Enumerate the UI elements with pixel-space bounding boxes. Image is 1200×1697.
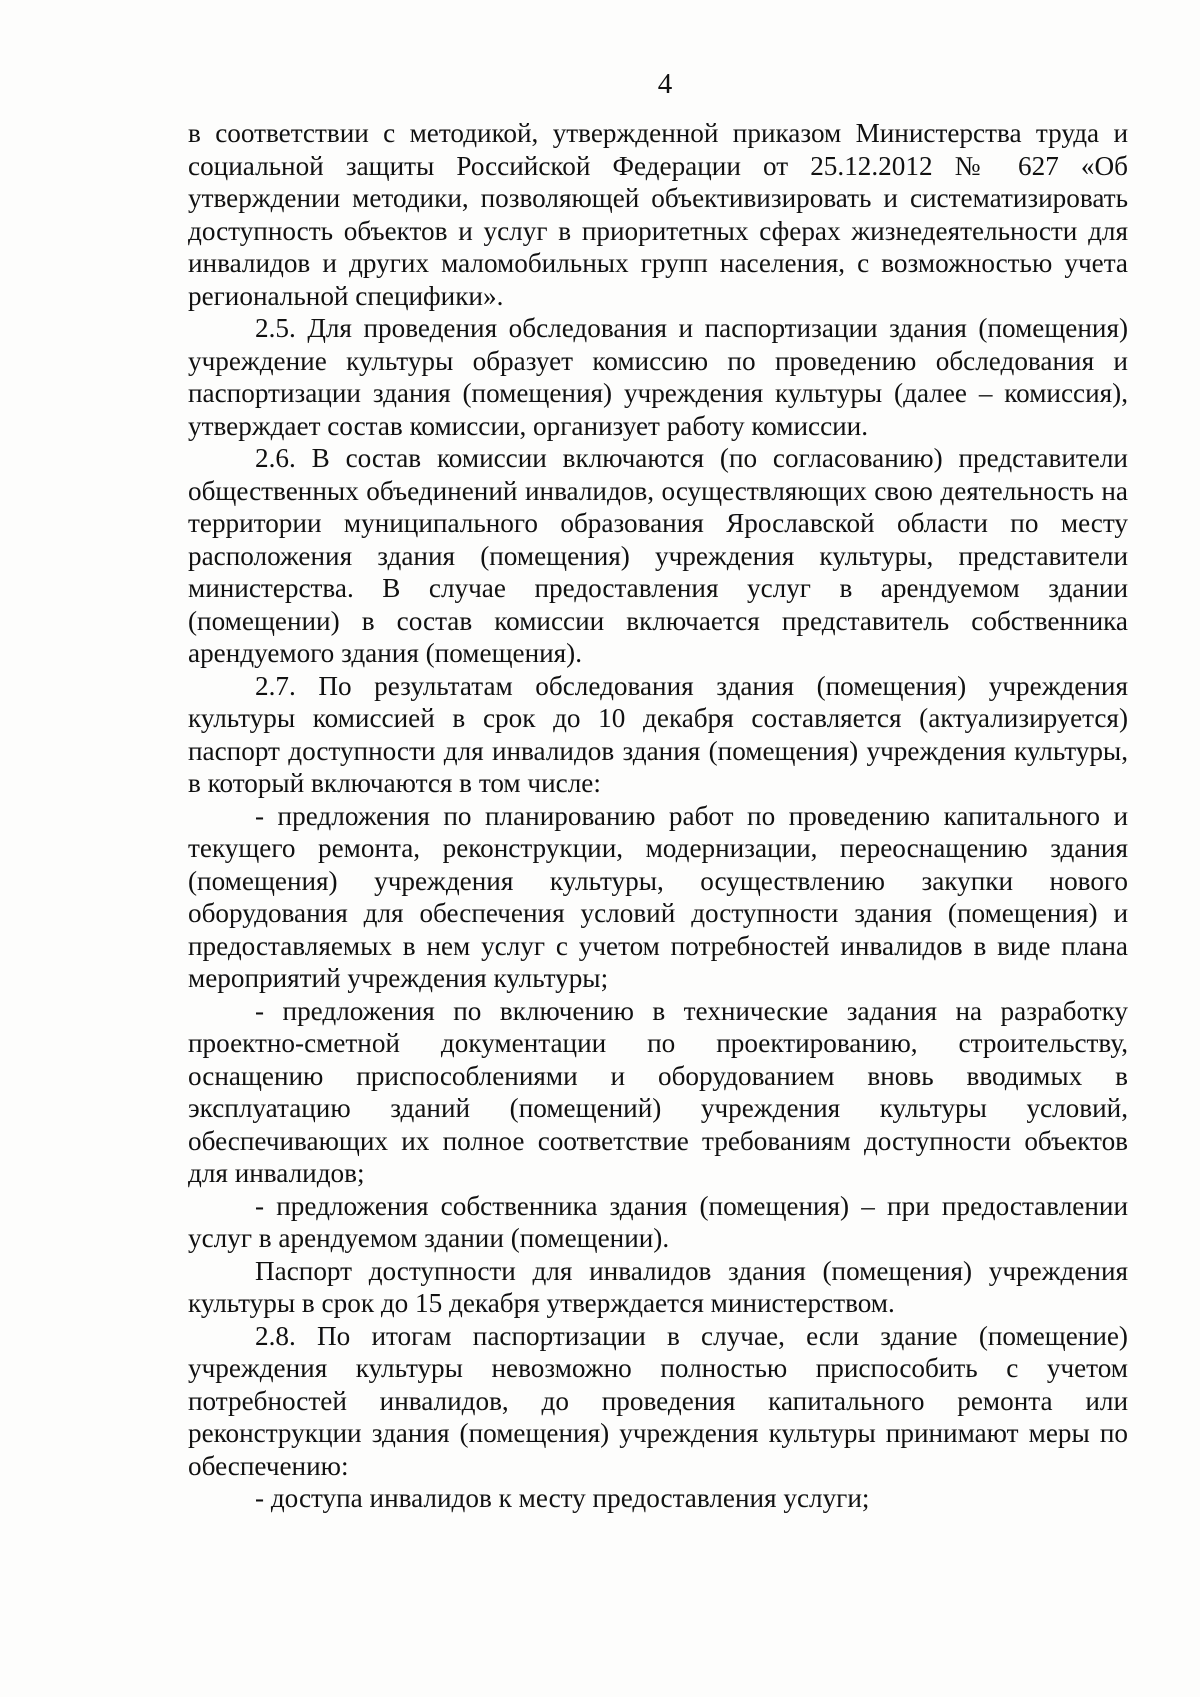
paragraph-2-6: 2.6. В состав комиссии включаются (по согласованию) представители общественных объединений инвалидов, осуществляющих свою деятельность на территории муниципального образования Ярославской области по месту расположения здания (помещения) учреждения культуры, представители министерства. В случае предоставления услуг в арендуемом здании (помещении) в состав комиссии включается представитель собственника арендуемого здания (помещения). — [188, 443, 1128, 668]
list-item-access: - доступа инвалидов к месту предоставления услуги; — [255, 1483, 870, 1513]
list-item-planning-proposals: - предложения по планированию работ по проведению капитального и текущего ремонта, реконструкции, модернизации, переоснащению здания (помещения) учреждения культуры, осуществлению закупки нового оборудования для обеспечения условий доступности здания (помещения) и предоставляемых в нем услуг с учетом потребностей инвалидов в виде плана мероприятий учреждения культуры; — [188, 800, 1128, 993]
document-body — [188, 117, 1128, 1515]
paragraph-passport-approval: Паспорт доступности для инвалидов здания (помещения) учреждения культуры в срок до 15 декабря утверждается министерством. — [188, 1255, 1128, 1318]
list-item-technical-tasks-proposals: - предложения по включению в технические задания на разработку проектно-сметной документации по проектированию, строительству, оснащению приспособлениями и оборудованием вновь вводимых в эксплуатацию зданий (помещений) учреждения культуры условий, обеспечивающих их полное соответствие требованиям доступности объектов для инвалидов; — [188, 995, 1128, 1188]
page-number: 4 — [657, 68, 673, 100]
paragraph-2-5: 2.5. Для проведения обследования и паспортизации здания (помещения) учреждение культуры образует комиссию по проведению обследования и паспортизации здания (помещения) учреждения культуры (далее – комиссия), утверждает состав комиссии, организует работу комиссии. — [188, 313, 1128, 441]
paragraph-2-7: 2.7. По результатам обследования здания (помещения) учреждения культуры комиссией в срок до 10 декабря составляется (актуализируется) паспорт доступности для инвалидов здания (помещения) учреждения культуры, в который включаются в том числе: — [188, 670, 1128, 798]
paragraph-continuation: в соответствии с методикой, утвержденной приказом Министерства труда и социальной защиты Российской Федерации от 25.12.2012 № 627 «Об утверждении методики, позволяющей объективизировать и систематизировать доступность объектов и услуг в приоритетных сферах жизнедеятельности для инвалидов и других маломобильных групп населения, с возможностью учета региональной специфики». — [188, 118, 1128, 311]
paragraph-2-8: 2.8. По итогам паспортизации в случае, если здание (помещение) учреждения культуры невозможно полностью приспособить с учетом потребностей инвалидов, до проведения капитального ремонта или реконструкции здания (помещения) учреждения культуры принимают меры по обеспечению: — [188, 1320, 1128, 1481]
list-item-owner-proposals: - предложения собственника здания (помещения) – при предоставлении услуг в арендуемом здании (помещении). — [188, 1190, 1128, 1253]
